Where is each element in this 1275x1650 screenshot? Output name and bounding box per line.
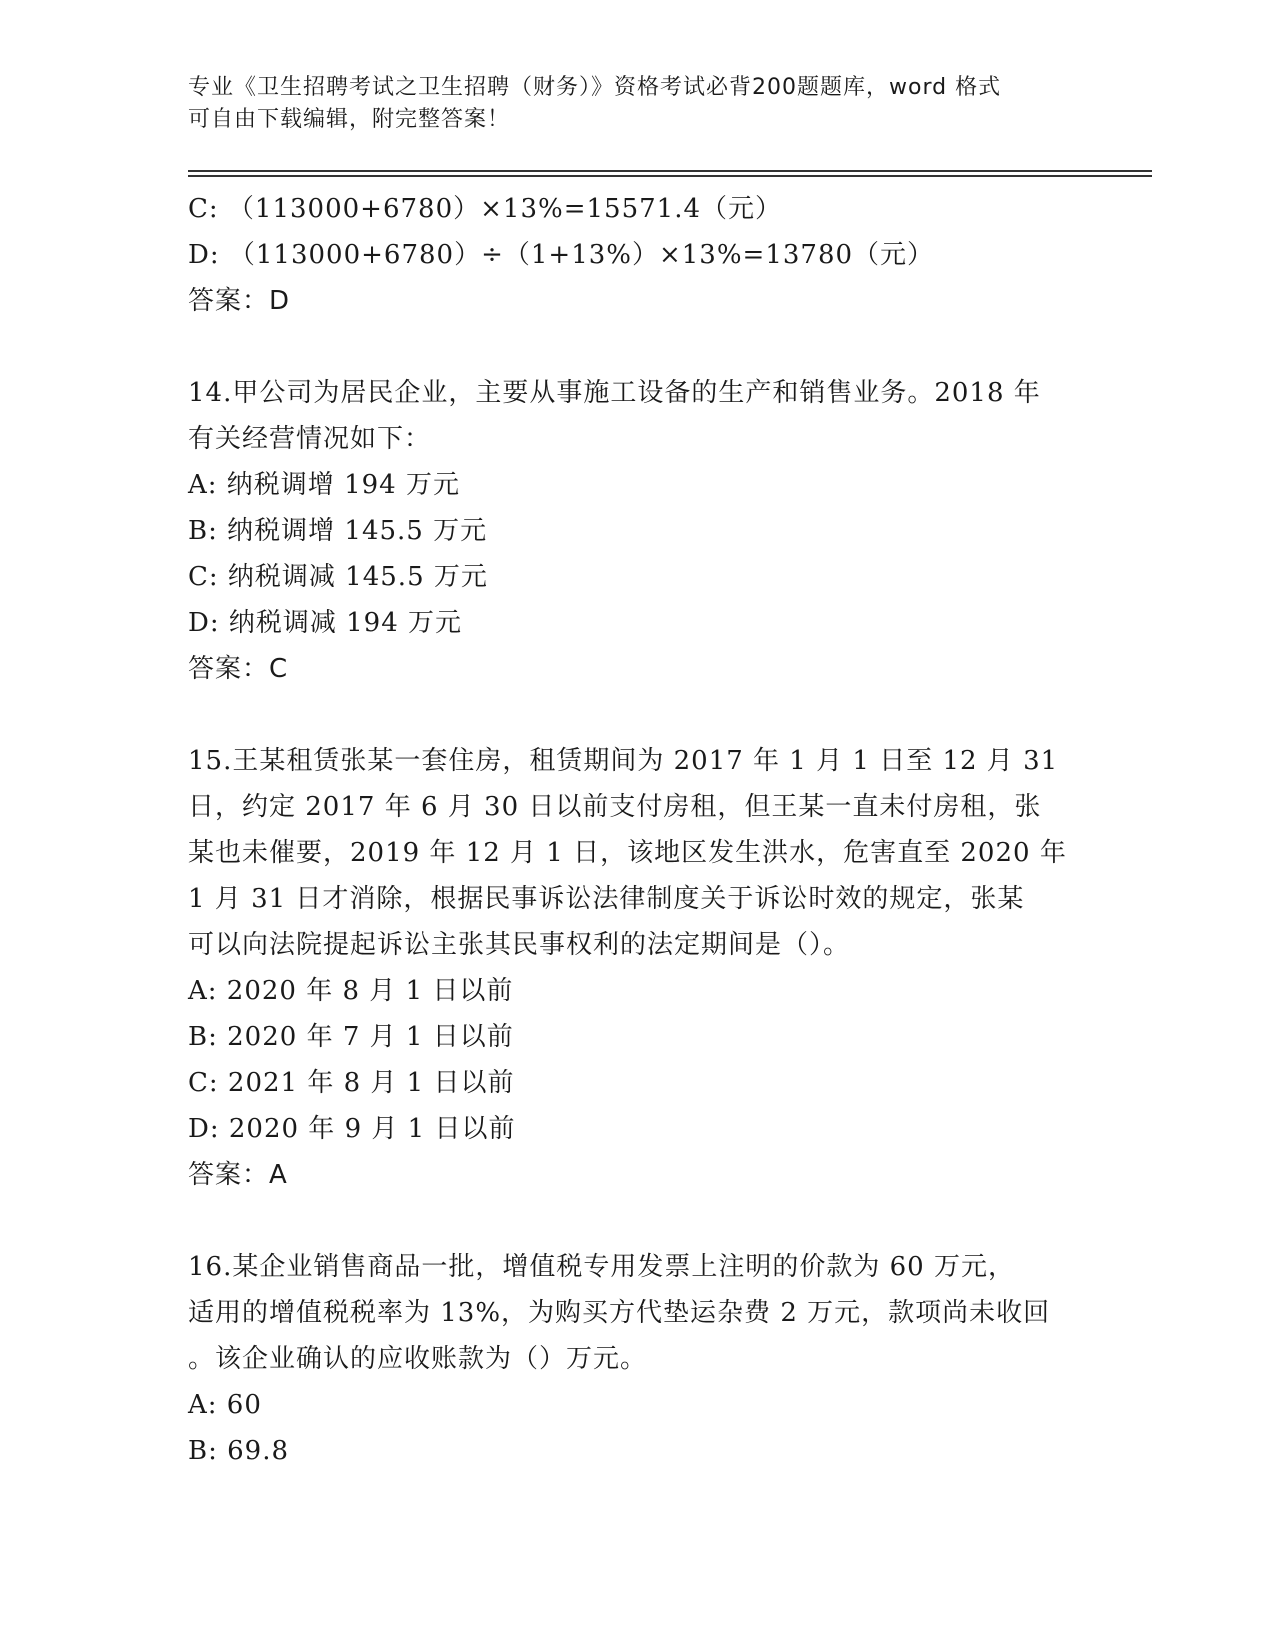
question-stem: 有关经营情况如下： [188, 424, 432, 454]
answer: 答案：A [188, 1160, 288, 1190]
header-title-line-1: 专业《卫生招聘考试之卫生招聘（财务）》资格考试必背200题题库，word 格式 [188, 75, 1002, 100]
question-15 [188, 738, 1108, 1198]
question-13-tail [188, 186, 1108, 324]
question-16 [188, 1244, 1108, 1474]
question-stem: 可以向法院提起诉讼主张其民事权利的法定期间是（）。 [188, 930, 851, 960]
question-14 [188, 370, 1108, 692]
option-c: C: 纳税调减 145.5 万元 [188, 562, 488, 592]
question-stem: 1 月 31 日才消除，根据民事诉讼法律制度关于诉讼时效的规定，张某 [188, 884, 1025, 914]
option-d: D: 2020 年 9 月 1 日以前 [188, 1114, 516, 1144]
document-header [188, 72, 1088, 136]
question-stem: 适用的增值税税率为 13%，为购买方代垫运杂费 2 万元，款项尚未收回 [188, 1298, 1051, 1328]
option-a: A: 纳税调增 194 万元 [188, 470, 460, 500]
header-rule-bottom [188, 175, 1152, 177]
question-stem: 16.某企业销售商品一批，增值税专用发票上注明的价款为 60 万元， [188, 1252, 1015, 1282]
option-b: B: 69.8 [188, 1436, 290, 1466]
option-a: A: 60 [188, 1390, 262, 1420]
option-d: D: 纳税调减 194 万元 [188, 608, 463, 638]
header-title-line-2: 可自由下载编辑，附完整答案！ [188, 107, 511, 132]
option-b: B: 纳税调增 145.5 万元 [188, 516, 488, 546]
question-stem: 。该企业确认的应收账款为（）万元。 [188, 1344, 648, 1374]
header-rule-top [188, 170, 1152, 172]
answer: 答案：C [188, 654, 289, 684]
option-d: D: （113000+6780）÷（1+13%）×13%=13780（元） [188, 240, 935, 270]
option-c: C: 2021 年 8 月 1 日以前 [188, 1068, 515, 1098]
question-stem: 某也未催要，2019 年 12 月 1 日，该地区发生洪水，危害直至 2020 年 [188, 838, 1067, 868]
option-b: B: 2020 年 7 月 1 日以前 [188, 1022, 514, 1052]
question-list [188, 186, 1108, 1474]
option-a: A: 2020 年 8 月 1 日以前 [188, 976, 514, 1006]
question-stem: 日，约定 2017 年 6 月 30 日以前支付房租，但王某一直未付房租，张 [188, 792, 1042, 822]
option-c: C: （113000+6780）×13%=15571.4（元） [188, 194, 782, 224]
question-stem: 15.王某租赁张某一套住房，租赁期间为 2017 年 1 月 1 日至 12 月 31 [188, 746, 1059, 776]
question-stem: 14.甲公司为居民企业，主要从事施工设备的生产和销售业务。2018 年 [188, 378, 1041, 408]
answer: 答案：D [188, 286, 291, 316]
